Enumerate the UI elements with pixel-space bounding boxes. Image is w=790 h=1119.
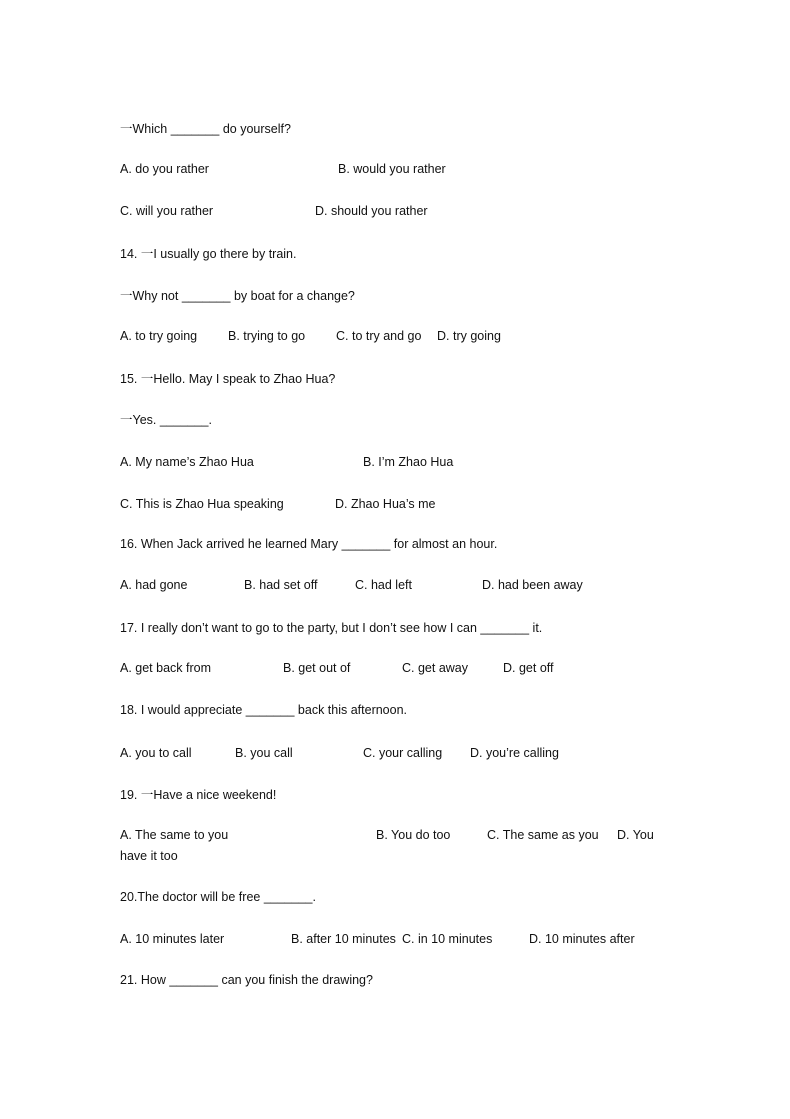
option-13-d: D. should you rather	[315, 204, 428, 218]
option-20-a: A. 10 minutes later	[120, 932, 225, 946]
question-16: 16. When Jack arrived he learned Mary _______ for almost an hour.	[120, 537, 498, 551]
option-19-c: C. The same as you	[487, 828, 599, 842]
option-20-b: B. after 10 minutes	[291, 932, 396, 946]
option-14-a: A. to try going	[120, 329, 198, 343]
option-17-d: D. get off	[503, 661, 554, 675]
option-15-c: C. This is Zhao Hua speaking	[120, 497, 284, 511]
option-15-d: D. Zhao Hua’s me	[335, 497, 436, 511]
question-14-reply: 一Why not _______ by boat for a change?	[120, 289, 355, 303]
question-15: 15. 一Hello. May I speak to Zhao Hua?	[120, 372, 336, 386]
option-14-c: C. to try and go	[336, 329, 422, 343]
option-19-b: B. You do too	[376, 828, 451, 842]
option-17-c: C. get away	[402, 661, 469, 675]
option-14-d: D. try going	[437, 329, 501, 343]
option-19-a: A. The same to you	[120, 828, 229, 842]
option-15-a: A. My name’s Zhao Hua	[120, 455, 254, 469]
option-18-b: B. you call	[235, 746, 293, 760]
option-13-b: B. would you rather	[338, 162, 446, 176]
option-16-c: C. had left	[355, 578, 412, 592]
option-17-a: A. get back from	[120, 661, 212, 675]
option-18-c: C. your calling	[363, 746, 443, 760]
option-20-c: C. in 10 minutes	[402, 932, 493, 946]
option-18-d: D. you’re calling	[470, 746, 559, 760]
option-20-d: D. 10 minutes after	[529, 932, 635, 946]
option-16-b: B. had set off	[244, 578, 318, 592]
question-20: 20.The doctor will be free _______.	[120, 890, 316, 904]
question-13-line: 一Which _______ do yourself?	[120, 122, 291, 136]
question-21: 21. How _______ can you finish the drawing?	[120, 973, 373, 987]
option-16-a: A. had gone	[120, 578, 188, 592]
option-16-d: D. had been away	[482, 578, 583, 592]
question-19: 19. 一Have a nice weekend!	[120, 788, 277, 802]
option-13-a: A. do you rather	[120, 162, 209, 176]
question-14: 14. 一I usually go there by train.	[120, 247, 297, 261]
option-17-b: B. get out of	[283, 661, 351, 675]
option-13-c: C. will you rather	[120, 204, 214, 218]
option-15-b: B. I’m Zhao Hua	[363, 455, 454, 469]
question-15-reply: 一Yes. _______.	[120, 413, 212, 427]
option-19-d-wrapper: D. You	[617, 828, 654, 842]
question-17: 17. I really don’t want to go to the party, but I don’t see how I can _______ it.	[120, 621, 543, 635]
option-18-a: A. you to call	[120, 746, 192, 760]
question-18: 18. I would appreciate _______ back this afternoon.	[120, 703, 408, 717]
option-14-b: B. trying to go	[228, 329, 306, 343]
option-19-d-continued: have it too	[120, 849, 178, 863]
